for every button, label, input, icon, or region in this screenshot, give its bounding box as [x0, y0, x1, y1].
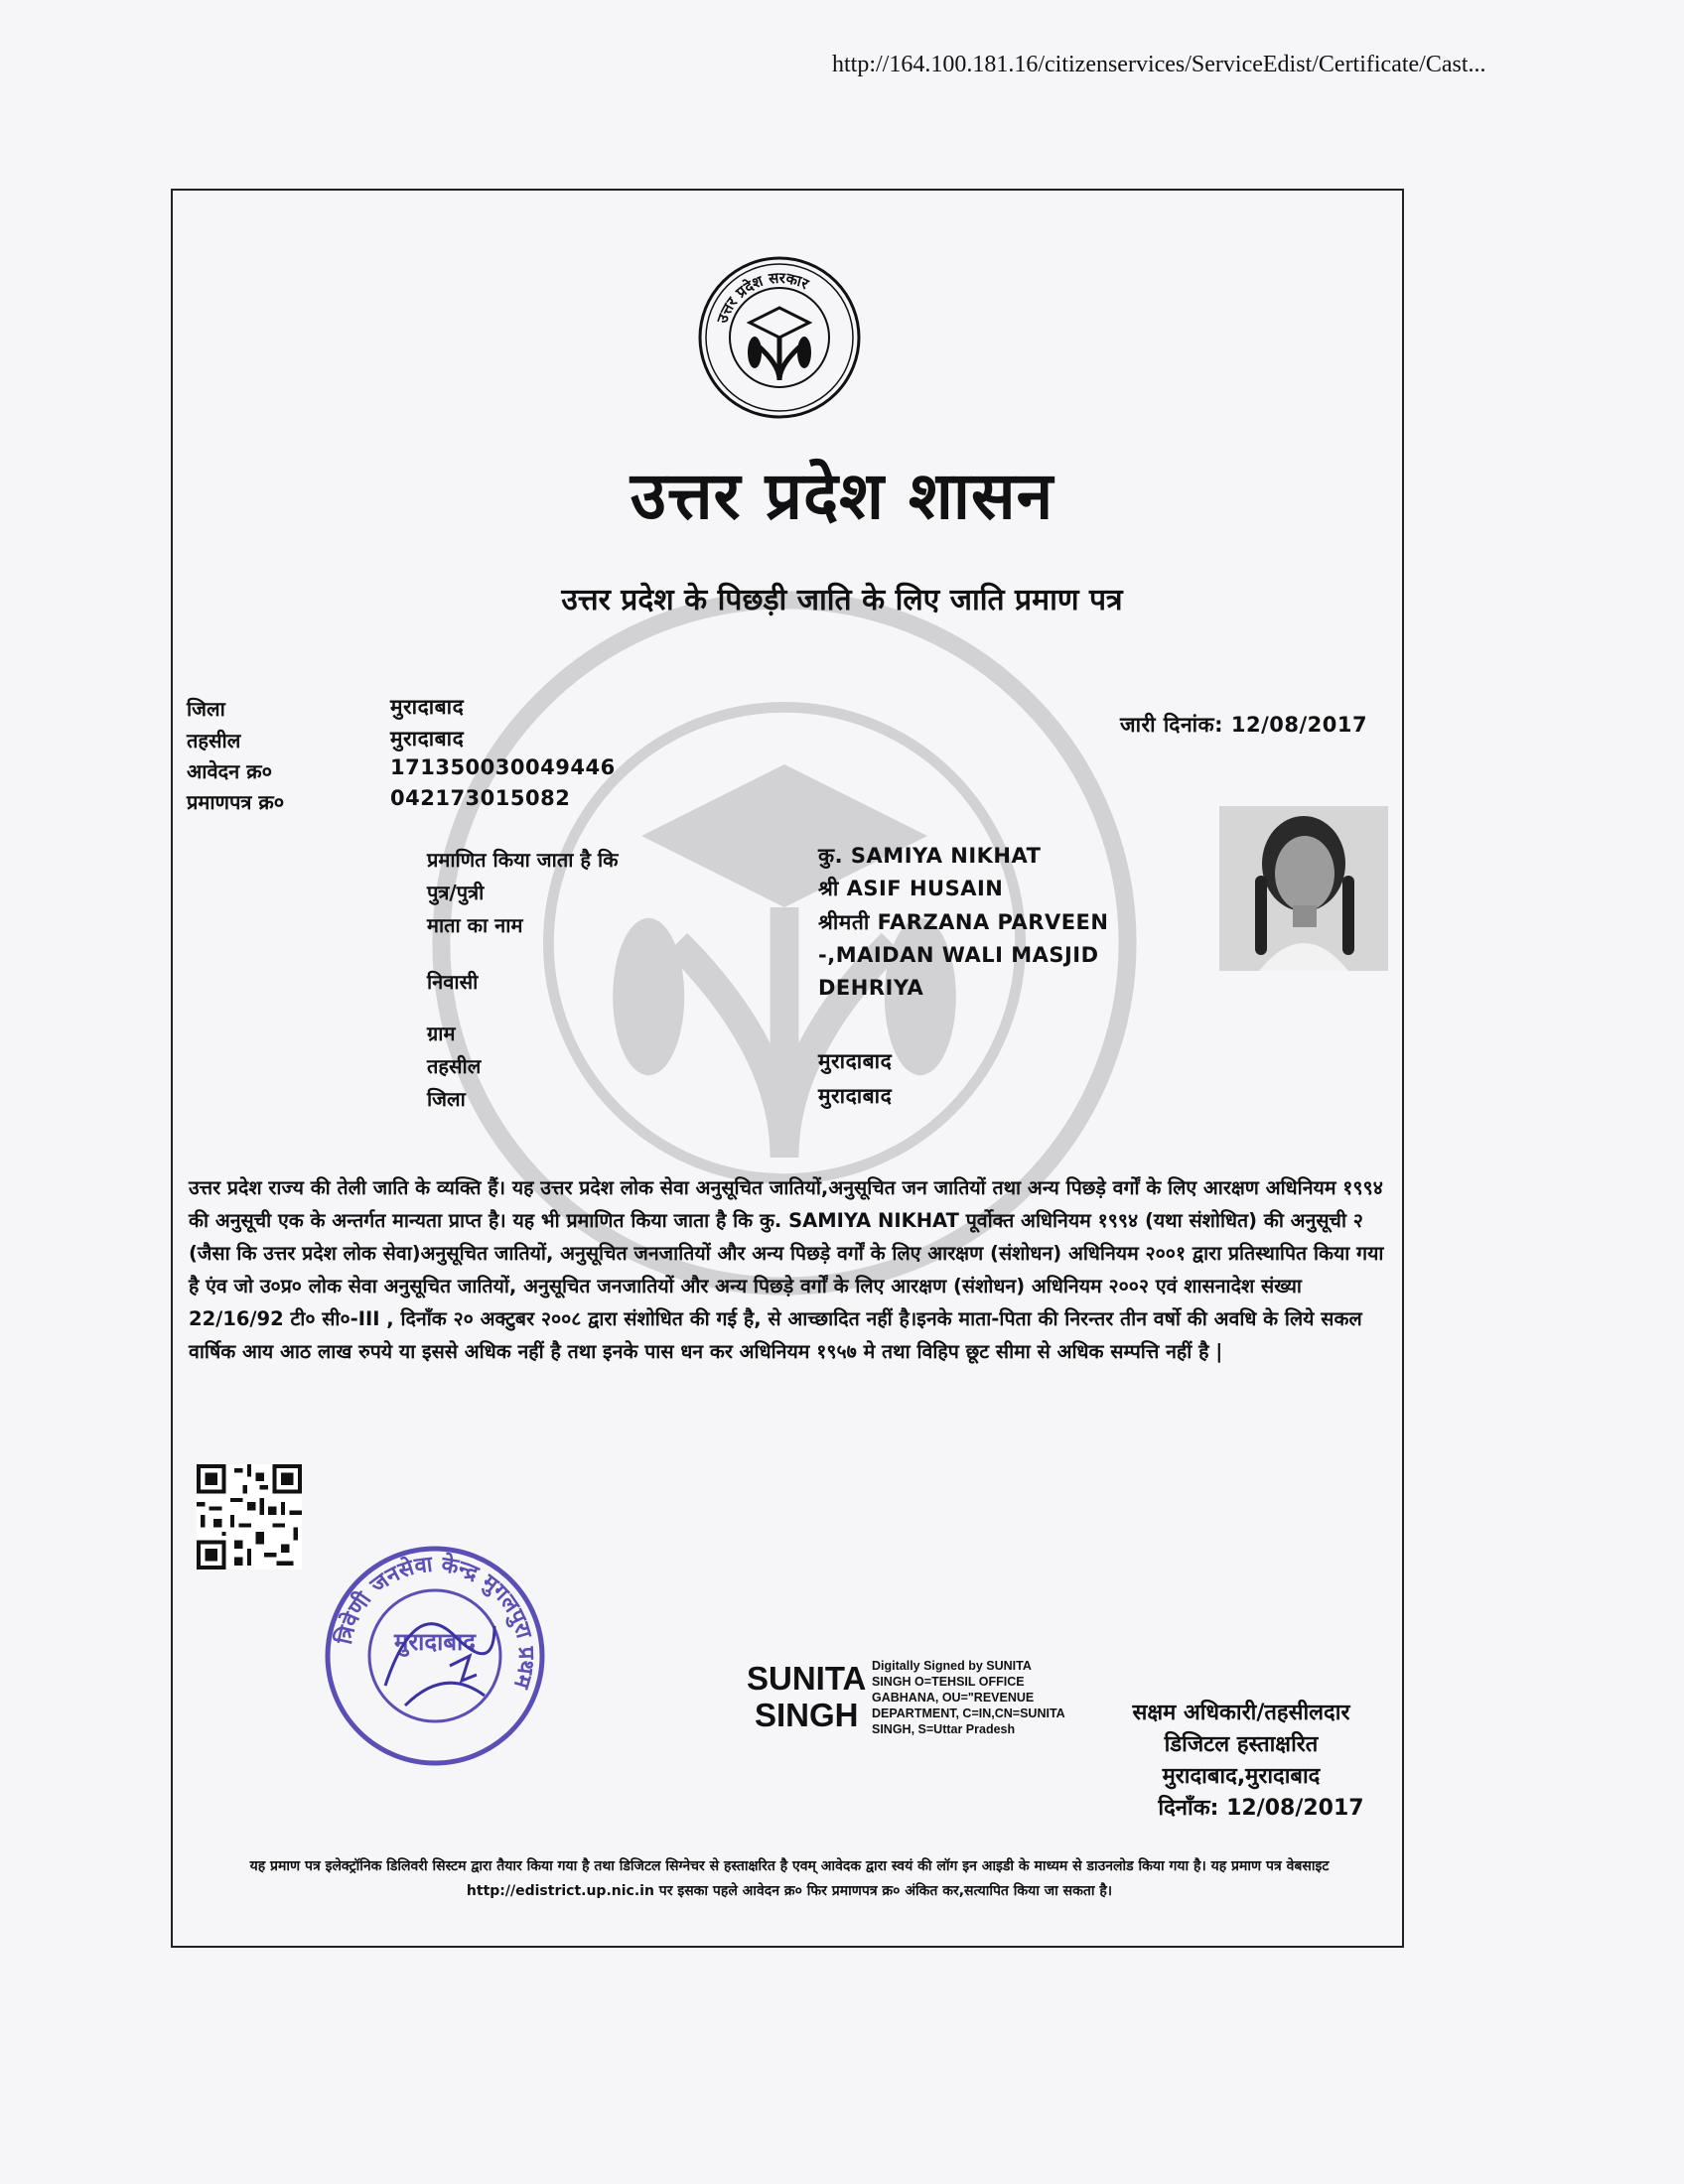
tehsil-label: तहसील	[187, 729, 241, 752]
mother-name: श्रीमती FARZANA PARVEEN	[818, 910, 1109, 934]
service-center-seal	[316, 1537, 554, 1775]
father-name: श्री ASIF HUSAIN	[818, 877, 1004, 900]
up-government-emblem-icon	[695, 253, 864, 422]
tehsil-value: मुरादाबाद	[390, 727, 465, 751]
person-tehsil-label: तहसील	[427, 1054, 482, 1078]
district-value: मुरादाबाद	[390, 695, 465, 719]
officer-block	[1092, 1698, 1390, 1825]
certified-label: प्रमाणित किया जाता है कि	[427, 848, 619, 872]
svg-text:त्रिवेणी जनसेवा केन्द्र मुगलपु	[331, 1551, 539, 1692]
district-label: जिला	[187, 697, 225, 721]
person-name: कु. SAMIYA NIKHAT	[818, 844, 1042, 868]
officer-date-label: दिनाँक:	[1158, 1796, 1219, 1821]
child-of-label: पुत्र/पुत्री	[427, 881, 485, 904]
signer-first-name: SUNITA	[747, 1660, 867, 1697]
signer-last-name: SINGH	[754, 1697, 859, 1733]
application-number-label: आवेदन क्र०	[187, 759, 273, 783]
qr-code-icon	[197, 1464, 302, 1570]
certificate-number-label: प्रमाणपत्र क्र०	[187, 790, 285, 814]
seal-text: त्रिवेणी जनसेवा केन्द्र मुगलपुरा प्रथम	[332, 1552, 539, 1692]
digital-signature-details: Digitally Signed by SUNITA SINGH O=TEHSIL OFFICE GABHANA, OU="REVENUE DEPARTMENT, C=IN,CN=SUNITA SINGH, S=Uttar Pradesh	[872, 1659, 1065, 1736]
url-text: http://164.100.181.16/citizenservices/ServiceEdist/Certificate/Cast...	[832, 52, 1486, 77]
applicant-photo	[1219, 806, 1388, 971]
seal-place-text: मुरादाबाद	[393, 1628, 477, 1656]
signer-name	[747, 1660, 866, 1733]
person-tehsil-value: मुरादाबाद	[818, 1049, 893, 1073]
page-title: उत्तर प्रदेश शासन	[630, 457, 1054, 534]
mother-name-label: माता का नाम	[427, 913, 523, 937]
officer-date-value: 12/08/2017	[1226, 1796, 1364, 1821]
certificate-body-text: उत्तर प्रदेश राज्य की तेली जाति के व्यक्ति हैं। यह उत्तर प्रदेश लोक सेवा अनुसूचित जातियों,अनुसूचित जन जातियों तथा अन्य पिछड़े वर्गों के लिए आरक्षण अधिनियम १९९४ की अनुसूची एक के अन्तर्गत मान्यता प्राप्त है। यह भी प्रमाणित किया जाता है कि कु. SAMIYA NIKHAT पूर्वोक्त अधिनियम १९९४ (यथा संशोधित) की अनुसूची २ (जैसा कि उत्तर प्रदेश लोक सेवा)अनुसूचित जातियों, अनुसूचित जनजातियों और अन्य पिछड़े वर्गों के लिए आरक्षण (संशोधन) अधिनियम २००१ द्वारा प्रतिस्थापित किया गया है एंव जो उ०प्र० लोक सेवा अनुसूचित जातियों, अनुसूचित जनजातियों और अन्य पिछड़े वर्गों के लिए आरक्षण (संशोधन) अधिनियम २००२ एवं शासनादेश संख्या 22/16/92 टी० सी०-III , दिनाँक २० अक्टुबर २००८ द्वारा संशोधित की गई है, से आच्छादित नहीं है।इनके माता-पिता की निरन्तर तीन वर्षो की अवधि के लिये सकल वार्षिक आय आठ लाख रुपये या इससे अधिक नहीं है तथा इनके पास धन कर अधिनियम १९५७ मे तथा विहिप छूट सीमा से अधिक सम्पत्ति नहीं है |	[189, 1176, 1384, 1363]
officer-location: मुरादाबाद,मुरादाबाद	[1162, 1764, 1321, 1789]
application-number-value: 171350030049446	[390, 755, 616, 779]
officer-date	[1092, 1793, 1390, 1825]
village-label: ग्राम	[427, 1022, 456, 1045]
issue-date	[1120, 711, 1367, 739]
footer-note: यह प्रमाण पत्र इलेक्ट्रॉनिक डिलिवरी सिस्टम द्वारा तैयार किया गया है तथा डिजिटल सिग्नेचर से हस्ताक्षरित है एवम् आवेदक द्वारा स्वयं की लॉग इन आइडी के माध्यम से डाउनलोड किया गया है। यह प्रमाण पत्र वेबसाइट http://edistrict.up.nic.in पर इसका पहले आवेदन क्र० फिर प्रमाणपत्र क्र० अंकित कर,सत्यापित किया जा सकता है।	[249, 1858, 1330, 1899]
certificate-subtitle: उत्तर प्रदेश के पिछड़ी जाति के लिए जाति प्रमाण पत्र	[561, 583, 1123, 617]
officer-sign-label: डिजिटल हस्ताक्षरित	[1164, 1732, 1319, 1757]
address-line-1: -,MAIDAN WALI MASJID	[818, 943, 1099, 967]
resident-label: निवासी	[427, 970, 479, 994]
emblem-text: उत्तर प्रदेश सरकार	[713, 268, 812, 326]
address-line-2: DEHRIYA	[818, 976, 924, 1000]
certificate-number-value: 042173015082	[390, 786, 571, 810]
issue-date-value: 12/08/2017	[1230, 713, 1368, 737]
person-district-value: मुरादाबाद	[818, 1084, 893, 1108]
person-district-label: जिला	[427, 1087, 466, 1111]
officer-title: सक्षम अधिकारी/तहसीलदार	[1132, 1701, 1350, 1725]
issue-date-label: जारी दिनांक:	[1120, 713, 1224, 737]
